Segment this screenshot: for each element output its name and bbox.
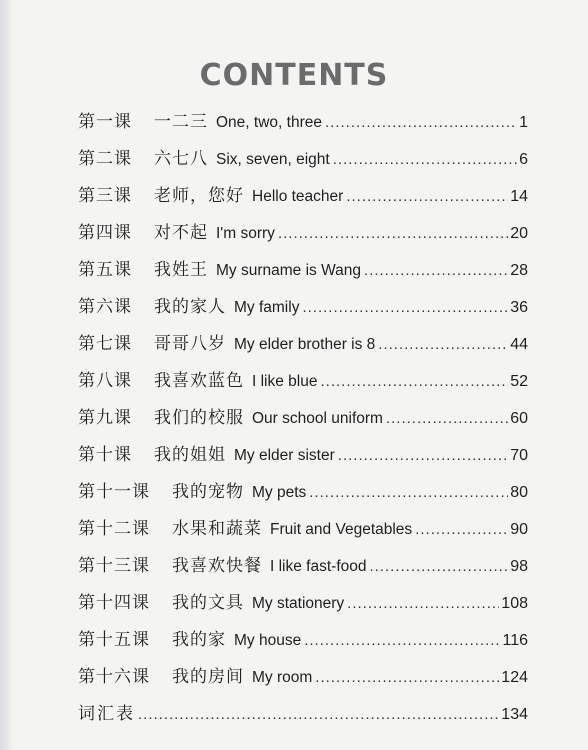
toc-entry-lesson-7[interactable] xyxy=(78,329,528,366)
lesson-title-english: Hello teacher xyxy=(252,188,344,205)
lesson-number: 第十六课 xyxy=(78,667,150,687)
dot-leader xyxy=(302,299,508,316)
toc-entry-lesson-11[interactable] xyxy=(78,477,528,514)
lesson-title-chinese: 六七八 xyxy=(154,149,208,169)
page-number: 98 xyxy=(510,558,528,575)
toc-entry-lesson-14[interactable] xyxy=(78,588,528,625)
page-edge-shadow xyxy=(0,0,14,750)
dot-leader xyxy=(347,595,499,612)
dot-leader xyxy=(333,151,517,168)
lesson-title-chinese: 哥哥八岁 xyxy=(154,334,226,354)
lesson-number: 第十三课 xyxy=(78,556,150,576)
page-title: CONTENTS xyxy=(199,58,389,93)
lesson-title-chinese: 我的宠物 xyxy=(172,482,244,502)
lesson-number: 第十四课 xyxy=(78,593,150,613)
dot-leader xyxy=(278,225,508,242)
lesson-title-chinese: 我喜欢蓝色 xyxy=(154,371,244,391)
page-number: 124 xyxy=(501,669,528,686)
lesson-title-english: Our school uniform xyxy=(252,410,383,427)
page-number: 134 xyxy=(501,706,528,723)
dot-leader xyxy=(370,558,509,575)
lesson-title-chinese: 一二三 xyxy=(154,112,208,132)
page-number: 28 xyxy=(510,262,528,279)
lesson-number: 第十一课 xyxy=(78,482,150,502)
lesson-number: 第九课 xyxy=(78,408,132,428)
page-number: 108 xyxy=(501,595,528,612)
lesson-number: 第十课 xyxy=(78,445,132,465)
toc-entry-lesson-10[interactable] xyxy=(78,440,528,477)
dot-leader xyxy=(378,336,508,353)
dot-leader xyxy=(325,114,517,131)
toc-entry-vocabulary[interactable] xyxy=(78,699,528,736)
page-number: 20 xyxy=(510,225,528,242)
toc-entry-lesson-3[interactable] xyxy=(78,181,528,218)
toc-entry-lesson-5[interactable] xyxy=(78,255,528,292)
dot-leader xyxy=(364,262,508,279)
toc-entry-lesson-1[interactable] xyxy=(78,107,528,144)
page-number: 116 xyxy=(502,632,528,649)
page-number: 44 xyxy=(510,336,528,353)
lesson-number: 第一课 xyxy=(78,112,132,132)
lesson-title-english: My elder sister xyxy=(234,447,335,464)
lesson-number: 第十二课 xyxy=(78,519,150,539)
lesson-title-chinese: 我喜欢快餐 xyxy=(172,556,262,576)
lesson-title-english: Six, seven, eight xyxy=(216,151,330,168)
lesson-title-chinese: 老师，您好 xyxy=(154,186,244,206)
lesson-title-chinese: 我们的校服 xyxy=(154,408,244,428)
page-number: 70 xyxy=(510,447,528,464)
page-number: 36 xyxy=(510,299,528,316)
dot-leader xyxy=(315,669,499,686)
lesson-number: 第十五课 xyxy=(78,630,150,650)
toc-entry-lesson-16[interactable] xyxy=(78,662,528,699)
dot-leader xyxy=(138,706,499,723)
page-number: 6 xyxy=(519,151,528,168)
lesson-title-chinese: 水果和蔬菜 xyxy=(172,519,262,539)
page-number: 90 xyxy=(510,521,528,538)
page-number: 80 xyxy=(510,484,528,501)
lesson-title-english: Fruit and Vegetables xyxy=(270,521,413,538)
lesson-title-english: I like fast-food xyxy=(270,558,367,575)
lesson-title-chinese: 对不起 xyxy=(154,223,208,243)
table-of-contents xyxy=(78,107,528,736)
vocabulary-label: 词汇表 xyxy=(78,704,135,724)
toc-entry-lesson-6[interactable] xyxy=(78,292,528,329)
lesson-title-english: My house xyxy=(234,632,302,649)
lesson-title-english: My room xyxy=(252,669,313,686)
lesson-title-chinese: 我的家 xyxy=(172,630,226,650)
lesson-number: 第八课 xyxy=(78,371,132,391)
lesson-title-english: My stationery xyxy=(252,595,345,612)
toc-entry-lesson-9[interactable] xyxy=(78,403,528,440)
lesson-title-chinese: 我的家人 xyxy=(154,297,226,317)
lesson-title-english: My family xyxy=(234,299,300,316)
page-number: 1 xyxy=(519,114,528,131)
toc-entry-lesson-8[interactable] xyxy=(78,366,528,403)
lesson-title-chinese: 我的文具 xyxy=(172,593,244,613)
toc-entry-lesson-2[interactable] xyxy=(78,144,528,181)
lesson-title-english: My elder brother is 8 xyxy=(234,336,376,353)
lesson-number: 第二课 xyxy=(78,149,132,169)
lesson-number: 第五课 xyxy=(78,260,132,280)
lesson-number: 第四课 xyxy=(78,223,132,243)
toc-entry-lesson-4[interactable] xyxy=(78,218,528,255)
lesson-title-chinese: 我姓王 xyxy=(154,260,208,280)
lesson-number: 第七课 xyxy=(78,334,132,354)
lesson-title-english: I'm sorry xyxy=(216,225,275,242)
dot-leader xyxy=(304,632,500,649)
dot-leader xyxy=(338,447,508,464)
page-number: 52 xyxy=(510,373,528,390)
toc-entry-lesson-13[interactable] xyxy=(78,551,528,588)
dot-leader xyxy=(320,373,508,390)
lesson-title-chinese: 我的姐姐 xyxy=(154,445,226,465)
lesson-title-chinese: 我的房间 xyxy=(172,667,244,687)
lesson-title-english: My surname is Wang xyxy=(216,262,361,279)
toc-entry-lesson-15[interactable] xyxy=(78,625,528,662)
lesson-title-english: My pets xyxy=(252,484,307,501)
dot-leader xyxy=(415,521,508,538)
lesson-title-english: I like blue xyxy=(252,373,318,390)
page-number: 60 xyxy=(510,410,528,427)
lesson-number: 第六课 xyxy=(78,297,132,317)
dot-leader xyxy=(346,188,508,205)
lesson-number: 第三课 xyxy=(78,186,132,206)
toc-entry-lesson-12[interactable] xyxy=(78,514,528,551)
page-number: 14 xyxy=(510,188,528,205)
dot-leader xyxy=(386,410,508,427)
dot-leader xyxy=(309,484,508,501)
lesson-title-english: One, two, three xyxy=(216,114,322,131)
